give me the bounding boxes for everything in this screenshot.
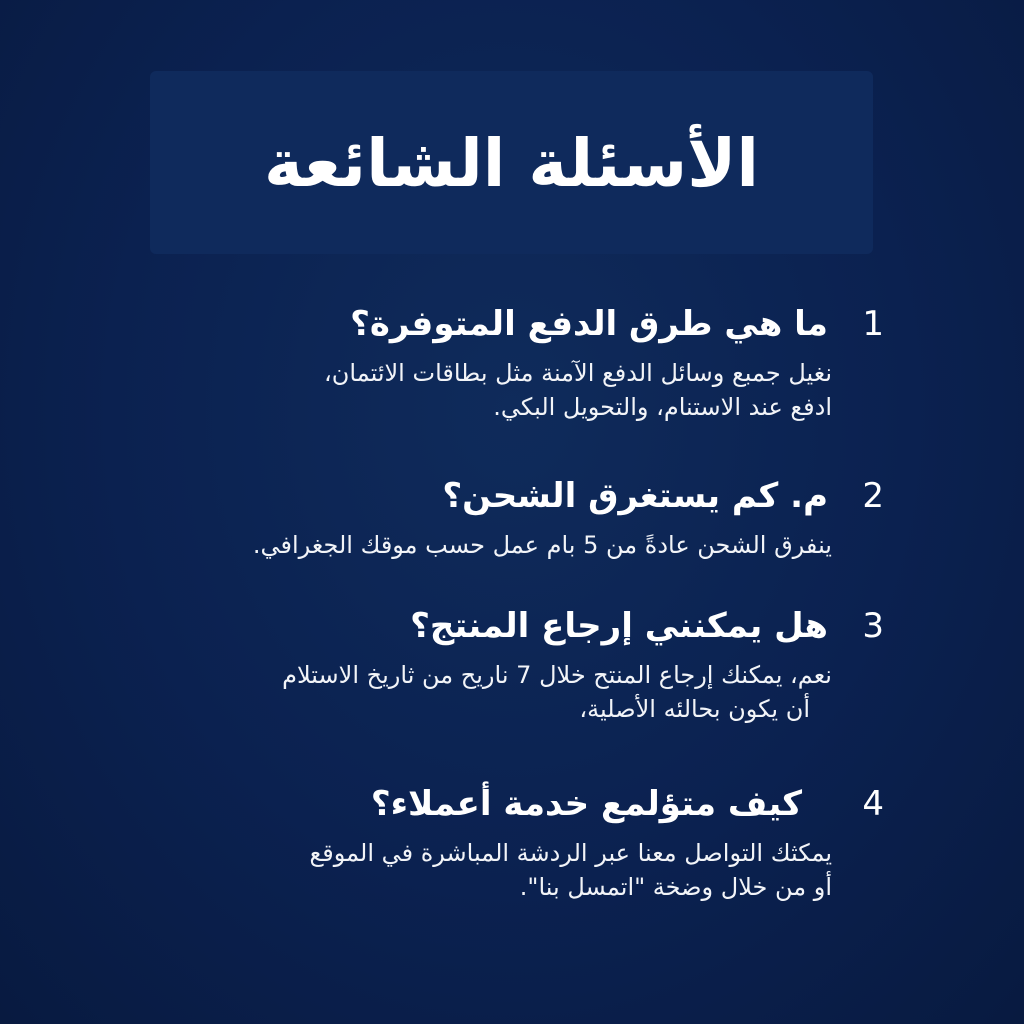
faq-answer	[120, 658, 832, 726]
faq-answer	[120, 356, 832, 424]
faq-question-row	[120, 776, 884, 832]
faq-answer	[120, 528, 832, 562]
faq-question-row	[120, 598, 884, 654]
faq-item-3	[120, 598, 884, 726]
faq-answer-line: نعم، يمكنك إرجاع المنتح خلال 7 ناريح من ثاريخ الاستلام	[282, 661, 832, 689]
faq-answer-line: نغيل جمبع وسائل الدفع الآمنة مثل بطاقات الائتمان،	[324, 359, 832, 387]
faq-number: 3	[862, 606, 884, 646]
faq-question: كيف متؤلمع خدمة أعملاء؟	[370, 784, 802, 824]
faq-item-4	[120, 776, 884, 904]
faq-number: 4	[862, 784, 884, 824]
faq-answer-line: ينفرق الشحن عادةً من 5 بام عمل حسب موقك الجغرافي.	[252, 531, 832, 559]
faq-item-2	[120, 468, 884, 562]
faq-question: هل يمكنني إرجاع المنتج؟	[410, 606, 828, 646]
faq-item-1	[120, 296, 884, 424]
title-banner	[150, 71, 873, 254]
faq-answer	[120, 836, 832, 904]
faq-number: 1	[862, 304, 884, 344]
faq-question: ما هي طرق الدفع المتوفرة؟	[350, 304, 828, 344]
faq-answer-line: أن يكون بحالئه الأصلية،	[579, 695, 810, 723]
faq-answer-line: ادفع عند الاستنام، والتحويل البكي.	[493, 393, 832, 421]
faq-answer-line: أو من خلال وضخة "اتمسل بنا".	[519, 873, 832, 901]
faq-answer-line: يمكثك التواصل معنا عبر الردشة المباشرة في الموقع	[309, 839, 832, 867]
page-title: الأسئلة الشائعة	[264, 124, 759, 202]
faq-question-row	[120, 468, 884, 524]
faq-question-row	[120, 296, 884, 352]
faq-question: م. كم يستغرق الشحن؟	[442, 476, 828, 516]
faq-number: 2	[862, 476, 884, 516]
